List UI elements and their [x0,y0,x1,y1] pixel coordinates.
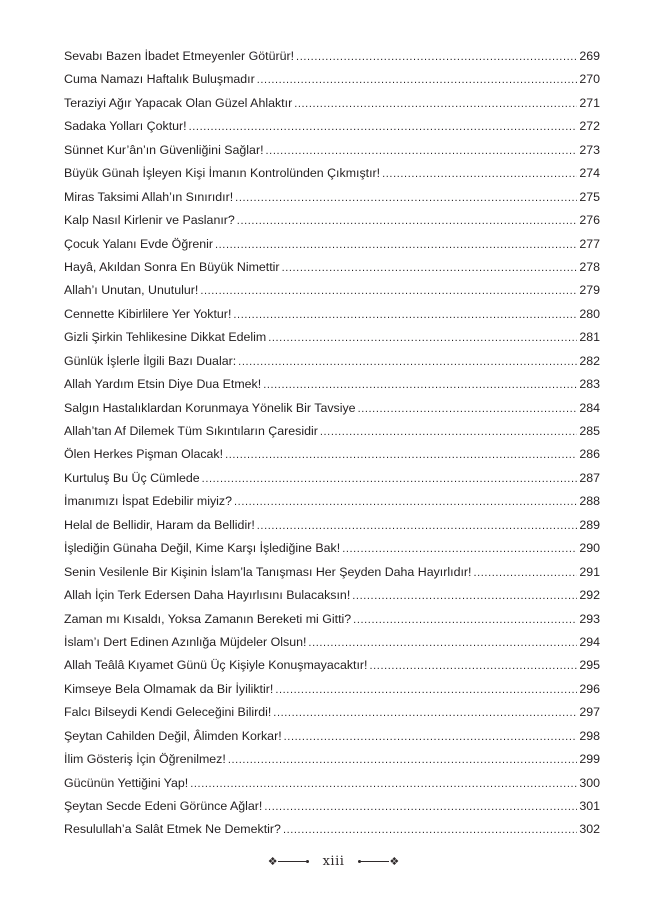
toc-leader-dots [369,655,577,678]
toc-entry-title: Allah’ı Unutan, Unutulur! [64,283,199,298]
toc-entry-page: 282 [579,353,600,368]
toc-entry-title: Sevabı Bazen İbadet Etmeyenler Götürür! [64,49,295,63]
toc-entry[interactable] [64,326,600,349]
toc-leader-dots [296,46,577,69]
toc-entry-page: 280 [579,306,600,321]
toc-entry[interactable] [64,350,600,373]
toc-leader-dots [189,116,578,139]
toc-entry-title: Günlük İşlerle İlgili Bazı Dualar: [64,353,237,368]
footer-ornament-left [268,856,309,868]
toc-entry-page: 281 [579,330,600,345]
toc-entry-page: 293 [579,611,600,626]
toc-entry-page: 277 [579,236,600,251]
toc-entry-title: Senin Vesilenle Bir Kişinin İslam’la Tanışması Her Şeyden Daha Hayırlıdır! [64,564,472,579]
toc-entry[interactable] [64,256,600,279]
toc-leader-dots [284,726,578,749]
toc-entry[interactable] [64,818,600,841]
toc-entry[interactable] [64,397,600,420]
toc-entry-page: 289 [579,517,600,532]
toc-entry[interactable] [64,303,600,326]
toc-entry-title: Cennette Kibirlilere Yer Yoktur! [64,306,232,321]
toc-entry-title: Cuma Namazı Haftalık Buluşmadır [64,72,255,87]
toc-entry[interactable] [64,68,600,91]
ornament-line [278,861,306,862]
toc-entry[interactable] [64,420,600,443]
toc-leader-dots [263,374,577,397]
toc-entry-page: 271 [579,95,600,110]
diamond-ornament-icon: ❖ [389,855,400,868]
toc-leader-dots [215,234,577,257]
page-number: xiii [322,854,345,869]
toc-entry-title: Kurtuluş Bu Üç Cümlede [64,470,200,485]
toc-entry[interactable] [64,514,600,537]
toc-entry-title: Allah İçin Terk Edersen Daha Hayırlısını Bulacaksın! [64,588,351,603]
toc-entry[interactable] [64,537,600,560]
toc-entry[interactable] [64,279,600,302]
toc-entry-page: 285 [579,424,600,438]
toc-entry-title: Helal de Bellidir, Haram da Bellidir! [64,517,255,532]
toc-entry-page: 298 [579,728,600,743]
toc-entry[interactable] [64,186,600,209]
toc-entry[interactable] [64,631,600,654]
toc-entry-title: Miras Taksimi Allah’ın Sınırıdır! [64,189,234,204]
page-footer [0,854,667,869]
toc-entry-title: İmanımızı İspat Edebilir miyiz? [64,494,233,509]
table-of-contents [64,45,600,842]
toc-entry[interactable] [64,233,600,256]
toc-entry[interactable] [64,92,600,115]
toc-entry-title: Allah Yardım Etsin Diye Dua Etmek! [64,377,262,392]
toc-leader-dots [308,632,577,655]
toc-entry[interactable] [64,654,600,677]
toc-leader-dots [382,163,577,186]
toc-leader-dots [273,702,577,725]
toc-entry-page: 295 [579,658,600,673]
toc-entry-title: Gücünün Yettiğini Yap! [64,775,189,790]
toc-entry-title: Falcı Bilseydi Kendi Geleceğini Bilirdi! [64,705,272,720]
toc-entry-page: 272 [579,119,600,134]
toc-entry[interactable] [64,725,600,748]
toc-entry-page: 270 [579,72,600,87]
toc-entry-page: 299 [579,752,600,767]
toc-entry-title: Sadaka Yolları Çoktur! [64,119,187,134]
toc-entry-title: Kimseye Bela Olmamak da Bir İyiliktir! [64,681,274,696]
toc-leader-dots [233,304,577,327]
toc-leader-dots [353,609,577,632]
toc-entry-page: 269 [579,49,600,63]
toc-entry[interactable] [64,209,600,232]
toc-entry-title: Gizli Şirkin Tehlikesine Dikkat Edelim [64,330,267,345]
toc-leader-dots [268,327,577,350]
footer-ornament-right [358,856,399,868]
toc-leader-dots [320,421,577,444]
toc-leader-dots [238,351,577,374]
toc-leader-dots [266,140,578,163]
toc-entry[interactable] [64,467,600,490]
ornament-line [361,861,389,862]
toc-entry-page: 302 [579,822,600,837]
toc-entry-title: Çocuk Yalanı Evde Öğrenir [64,236,213,251]
toc-leader-dots [228,749,578,772]
ornament-dot [306,860,309,863]
toc-entry-page: 278 [579,259,600,274]
toc-entry-page: 283 [579,377,600,392]
toc-entry-title: Kalp Nasıl Kirlenir ve Paslanır? [64,213,235,228]
diamond-ornament-icon: ❖ [267,855,278,868]
toc-leader-dots [342,538,577,561]
toc-entry-page: 273 [579,142,600,157]
toc-entry-title: Salgın Hastalıklardan Korunmaya Yönelik Bir Tavsiye [64,400,356,415]
toc-leader-dots [225,444,577,467]
toc-entry-title: Şeytan Cahilden Değil, Âlimden Korkar! [64,728,282,743]
toc-entry[interactable] [64,608,600,631]
toc-entry[interactable] [64,701,600,724]
toc-entry[interactable] [64,115,600,138]
toc-leader-dots [473,562,577,585]
toc-entry-title: Büyük Günah İşleyen Kişi İmanın Kontrolünden Çıkmıştır! [64,166,381,181]
toc-entry-page: 276 [579,213,600,228]
toc-leader-dots [264,796,577,819]
toc-leader-dots [202,468,578,491]
toc-leader-dots [294,93,577,116]
toc-entry-title: Allah Teâlâ Kıyamet Günü Üç Kişiyle Konuşmayacaktır! [64,658,368,673]
toc-entry-title: İslam’ı Dert Edinen Azınlığa Müjdeler Olsun! [64,634,307,649]
toc-leader-dots [257,515,578,538]
toc-entry-page: 286 [579,447,600,462]
toc-entry[interactable] [64,443,600,466]
toc-entry[interactable] [64,678,600,701]
toc-leader-dots [352,585,577,608]
toc-entry-page: 301 [579,799,600,813]
toc-leader-dots [358,398,578,421]
toc-entry[interactable] [64,584,600,607]
toc-entry[interactable] [64,139,600,162]
toc-entry-title: İşlediğin Günaha Değil, Kime Karşı İşlediğine Bak! [64,541,341,556]
toc-entry[interactable] [64,490,600,513]
toc-entry-page: 294 [579,634,600,649]
toc-entry[interactable] [64,795,600,818]
toc-entry-page: 275 [579,189,600,204]
toc-entry-title: Resulullah’a Salât Etmek Ne Demektir? [64,822,281,837]
toc-entry[interactable] [64,748,600,771]
toc-leader-dots [283,819,577,842]
toc-leader-dots [190,773,577,796]
toc-entry-title: Sünnet Kur’ân’ın Güvenliğini Sağlar! [64,142,264,157]
toc-entry-title: Allah’tan Af Dilemek Tüm Sıkıntıların Çaresidir [64,424,318,438]
toc-entry-title: Zaman mı Kısaldı, Yoksa Zamanın Bereketi mi Gitti? [64,611,352,626]
toc-leader-dots [234,491,577,514]
toc-entry-title: Hayâ, Akıldan Sonra En Büyük Nimettir [64,259,280,274]
toc-leader-dots [237,210,578,233]
toc-entry[interactable] [64,772,600,795]
toc-entry-title: Teraziyi Ağır Yapacak Olan Güzel Ahlaktır [64,95,293,110]
toc-entry-page: 274 [579,166,600,181]
toc-leader-dots [235,187,577,210]
toc-entry-page: 300 [579,775,600,790]
toc-entry-page: 284 [579,400,600,415]
toc-entry-title: Şeytan Secde Edeni Görünce Ağlar! [64,799,263,813]
toc-leader-dots [282,257,578,280]
toc-leader-dots [200,280,577,303]
toc-entry-page: 296 [579,681,600,696]
toc-leader-dots [275,679,577,702]
toc-entry-page: 290 [579,541,600,556]
toc-entry-page: 287 [579,470,600,485]
toc-entry-page: 288 [579,494,600,509]
toc-entry-title: Ölen Herkes Pişman Olacak! [64,447,224,462]
toc-entry[interactable] [64,45,600,68]
toc-entry-page: 292 [579,588,600,603]
toc-leader-dots [257,69,578,92]
toc-entry[interactable] [64,162,600,185]
toc-entry[interactable] [64,373,600,396]
toc-entry[interactable] [64,561,600,584]
toc-entry-page: 291 [579,564,600,579]
toc-entry-page: 297 [579,705,600,720]
toc-entry-title: İlim Gösteriş İçin Öğrenilmez! [64,752,226,767]
toc-entry-page: 279 [579,283,600,298]
